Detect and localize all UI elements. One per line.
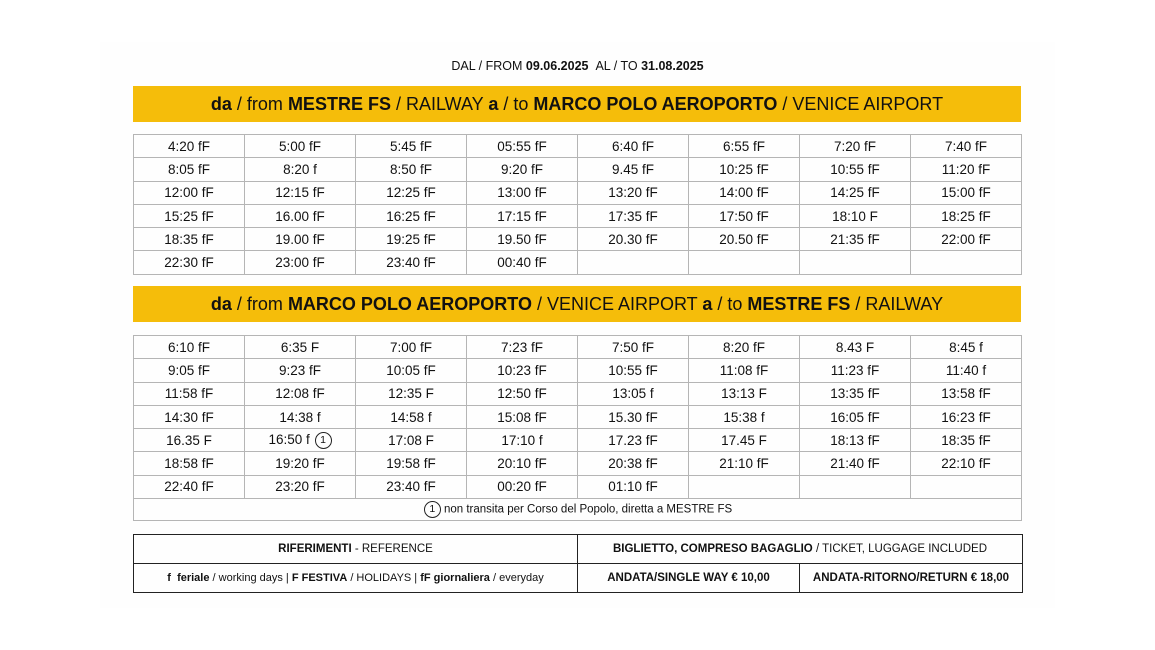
departure-time-cell <box>911 204 1022 227</box>
departure-time: 8:45 f <box>949 339 983 355</box>
legend-fF-en: / everyday <box>489 572 544 584</box>
departure-time-cell <box>800 405 911 428</box>
departure-time: 13:20 fF <box>608 185 658 201</box>
departure-time-cell <box>467 135 578 158</box>
departure-time-cell <box>689 405 800 428</box>
departure-time-cell <box>134 359 245 382</box>
departure-time: 19:20 fF <box>275 456 325 472</box>
departure-time-cell <box>800 382 911 405</box>
departure-time: 23:00 fF <box>275 255 325 271</box>
departure-time: 23:20 fF <box>275 479 325 495</box>
departure-time-cell <box>356 251 467 274</box>
departure-time: 12:50 fF <box>497 386 547 402</box>
departure-time: 15:00 fF <box>941 185 991 201</box>
reference-legend <box>134 564 578 593</box>
departure-time-cell <box>578 251 689 274</box>
route-banner-airport-to-mestre <box>133 286 1021 322</box>
departure-time: 7:40 fF <box>944 138 988 154</box>
departure-time-cell <box>134 429 245 452</box>
departure-time-cell <box>689 135 800 158</box>
departure-time-cell <box>134 475 245 498</box>
departure-time-cell <box>467 359 578 382</box>
departure-time: 23:40 fF <box>386 255 436 271</box>
legend-F-code: F <box>291 572 299 584</box>
departure-time-cell <box>689 359 800 382</box>
banner-to: / to <box>498 94 534 114</box>
return-fare: ANDATA-RITORNO/RETURN € 18,00 <box>800 564 1023 593</box>
departure-time: 10:05 fF <box>386 362 436 378</box>
departure-time-cell <box>467 204 578 227</box>
departure-time: 16.00 fF <box>275 208 325 224</box>
departure-time-cell <box>467 336 578 359</box>
departure-time-cell <box>689 429 800 452</box>
departure-time-cell <box>578 181 689 204</box>
departure-time: 11:58 fF <box>164 386 214 402</box>
departure-time: 7:00 fF <box>389 339 433 355</box>
banner-from: / from <box>231 294 288 314</box>
departure-time-cell <box>356 359 467 382</box>
legend-fF-code: fF <box>420 572 431 584</box>
departure-time: 17:10 f <box>501 432 543 448</box>
note-marker: 1 <box>315 432 332 449</box>
departure-time-cell <box>911 452 1022 475</box>
validity-from-label: DAL / FROM <box>451 59 523 73</box>
departure-time-cell <box>245 452 356 475</box>
banner-to: / to <box>712 294 748 314</box>
departure-time-cell <box>134 251 245 274</box>
ticket-title: BIGLIETTO, COMPRESO BAGAGLIO <box>612 543 813 555</box>
departure-time-cell <box>356 429 467 452</box>
departure-time-cell <box>578 135 689 158</box>
departure-time-cell <box>467 475 578 498</box>
departure-time: 01:10 fF <box>608 479 658 495</box>
table-row <box>134 228 1022 251</box>
table-row <box>134 251 1022 274</box>
departure-time-cell <box>689 228 800 251</box>
departure-time: 16.35 F <box>166 432 212 448</box>
departure-time: 00:40 fF <box>497 255 547 271</box>
departure-time: 20.30 fF <box>608 231 658 247</box>
departure-time: 21:10 fF <box>719 456 769 472</box>
legend-F-en: / HOLIDAYS | <box>347 572 421 584</box>
validity-to-label: AL / TO <box>595 59 638 73</box>
departure-time-cell <box>911 181 1022 204</box>
departure-time: 13:00 fF <box>497 185 547 201</box>
departure-time-cell <box>578 475 689 498</box>
departure-time-cell <box>134 405 245 428</box>
ticket-header <box>578 535 1023 564</box>
footnote <box>134 499 1022 521</box>
departure-time-cell <box>134 336 245 359</box>
reference-table <box>133 534 1023 593</box>
departure-time-cell <box>467 158 578 181</box>
departure-time-cell <box>578 405 689 428</box>
departure-time-cell <box>911 405 1022 428</box>
departure-time: 9:23 fF <box>278 362 322 378</box>
table-row <box>134 382 1022 405</box>
departure-time-cell <box>245 251 356 274</box>
timetable-sheet <box>100 42 1055 608</box>
banner-da: da <box>210 94 232 114</box>
banner-a: a <box>488 94 499 114</box>
departure-time: 13:13 F <box>721 386 767 402</box>
reference-title: RIFERIMENTI <box>278 543 352 555</box>
departure-time: 14:38 f <box>279 409 321 425</box>
departure-time: 5:45 fF <box>389 138 433 154</box>
departure-time-cell <box>356 228 467 251</box>
timetable-mestre-to-airport <box>133 134 1022 275</box>
departure-time: 17.45 F <box>721 432 767 448</box>
departure-time: 22:40 fF <box>164 479 214 495</box>
departure-time: 18:13 fF <box>830 432 880 448</box>
departure-time-cell <box>800 251 911 274</box>
departure-time-cell <box>911 382 1022 405</box>
banner-origin: MESTRE FS <box>287 94 391 114</box>
departure-time: 22:00 fF <box>941 231 991 247</box>
departure-time-cell <box>134 158 245 181</box>
departure-time: 16:25 fF <box>386 208 436 224</box>
banner-dest: MARCO POLO AEROPORTO <box>533 94 778 114</box>
departure-time: 10:25 fF <box>719 161 769 177</box>
departure-time: 00:20 fF <box>497 479 547 495</box>
departure-time: 17:08 F <box>388 432 434 448</box>
departure-time: 10:23 fF <box>497 362 547 378</box>
footnote-text: non transita per Corso del Popolo, diretta a MESTRE FS <box>440 503 733 516</box>
departure-time-cell <box>578 228 689 251</box>
departure-time: 12:15 fF <box>275 185 325 201</box>
departure-time-cell <box>245 181 356 204</box>
departure-time: 19:25 fF <box>386 231 436 247</box>
departure-time-cell <box>245 204 356 227</box>
departure-time: 18:25 fF <box>941 208 991 224</box>
departure-time-cell <box>689 251 800 274</box>
departure-time-cell <box>800 429 911 452</box>
validity-period <box>0 59 1155 73</box>
departure-time: 9:05 fF <box>167 362 211 378</box>
departure-time: 15:25 fF <box>164 208 214 224</box>
departure-time-cell <box>467 429 578 452</box>
banner-origin: MARCO POLO AEROPORTO <box>287 294 532 314</box>
departure-time: 9.45 fF <box>611 161 655 177</box>
departure-time: 10:55 fF <box>608 362 658 378</box>
banner-dest: MESTRE FS <box>747 294 851 314</box>
banner-dest-en: / RAILWAY <box>850 294 944 314</box>
departure-time-cell <box>245 359 356 382</box>
departure-time: 17:15 fF <box>497 208 547 224</box>
departure-time-cell <box>356 382 467 405</box>
banner-origin-en: / VENICE AIRPORT <box>531 294 703 314</box>
table-row <box>134 181 1022 204</box>
departure-time-cell <box>911 475 1022 498</box>
departure-time: 4:20 fF <box>167 138 211 154</box>
departure-time: 19.50 fF <box>497 231 547 247</box>
departure-time: 6:35 F <box>280 339 320 355</box>
departure-time-cell <box>134 181 245 204</box>
departure-time: 6:55 fF <box>722 138 766 154</box>
table-row <box>134 135 1022 158</box>
departure-time-cell <box>578 452 689 475</box>
departure-time-cell <box>134 204 245 227</box>
table-row <box>134 452 1022 475</box>
departure-time: 11:23 fF <box>830 362 880 378</box>
departure-time-cell <box>911 429 1022 452</box>
banner-origin-en: / RAILWAY <box>390 94 489 114</box>
legend-fF-it: giornaliera <box>433 572 490 584</box>
banner-a: a <box>702 294 713 314</box>
departure-time: 7:50 fF <box>611 339 655 355</box>
departure-time: 18:35 fF <box>941 432 991 448</box>
departure-time-cell <box>800 181 911 204</box>
departure-time-cell <box>245 135 356 158</box>
departure-time: 13:05 f <box>612 386 654 402</box>
departure-time: 6:40 fF <box>611 138 655 154</box>
departure-time: 16:05 fF <box>830 409 880 425</box>
banner-dest-en: / VENICE AIRPORT <box>777 94 944 114</box>
table-row <box>134 204 1022 227</box>
departure-time: 7:20 fF <box>833 138 877 154</box>
single-fare: ANDATA/SINGLE WAY € 10,00 <box>578 564 800 593</box>
departure-time: 16:23 fF <box>941 409 991 425</box>
departure-time-cell <box>689 181 800 204</box>
departure-time: 8:05 fF <box>167 161 211 177</box>
departure-time-cell <box>356 475 467 498</box>
departure-time: 17.23 fF <box>608 432 658 448</box>
departure-time-cell <box>356 135 467 158</box>
departure-time: 18:58 fF <box>164 456 214 472</box>
validity-to-date: 31.08.2025 <box>641 59 704 73</box>
departure-time-cell <box>911 251 1022 274</box>
departure-time: 14:25 fF <box>830 185 880 201</box>
departure-time: 21:35 fF <box>830 231 880 247</box>
table-row <box>134 429 1022 452</box>
departure-time: 20.50 fF <box>719 231 769 247</box>
departure-time: 05:55 fF <box>497 138 547 154</box>
departure-time-cell <box>245 475 356 498</box>
table-row <box>134 336 1022 359</box>
departure-time-cell <box>245 382 356 405</box>
departure-time: 5:00 fF <box>278 138 322 154</box>
departure-time-cell <box>356 336 467 359</box>
banner-da: da <box>210 294 232 314</box>
departure-time: 15.30 fF <box>608 409 658 425</box>
departure-time: 18:10 F <box>832 208 878 224</box>
departure-time: 20:38 fF <box>608 456 658 472</box>
departure-time-cell <box>578 204 689 227</box>
departure-time: 8:50 fF <box>389 161 433 177</box>
departure-time-cell <box>356 204 467 227</box>
departure-time-cell <box>689 382 800 405</box>
departure-time-cell <box>245 158 356 181</box>
departure-time: 11:40 f <box>945 362 987 378</box>
departure-time-cell <box>800 204 911 227</box>
departure-time: 21:40 fF <box>830 456 880 472</box>
departure-time-cell <box>578 359 689 382</box>
validity-from-date: 09.06.2025 <box>525 59 589 73</box>
departure-time-cell <box>800 359 911 382</box>
departure-time-cell <box>911 336 1022 359</box>
departure-time: 12:00 fF <box>164 185 214 201</box>
departure-time-cell <box>245 228 356 251</box>
departure-time: 6:10 fF <box>167 339 211 355</box>
departure-time: 16:50 f <box>268 431 310 447</box>
departure-time-cell <box>911 228 1022 251</box>
departure-time-cell <box>467 251 578 274</box>
departure-time-cell <box>800 158 911 181</box>
departure-time: 14:00 fF <box>719 185 769 201</box>
departure-time-cell <box>134 135 245 158</box>
table-row <box>134 359 1022 382</box>
ticket-title-en: / TICKET, LUGGAGE INCLUDED <box>812 543 988 555</box>
departure-time-cell <box>689 158 800 181</box>
legend-f-code: f <box>167 572 171 584</box>
departure-time: 23:40 fF <box>386 479 436 495</box>
departure-time: 10:55 fF <box>830 161 880 177</box>
departure-time-cell <box>689 336 800 359</box>
departure-time-cell <box>800 336 911 359</box>
departure-time: 14:30 fF <box>164 409 214 425</box>
departure-time-cell <box>800 135 911 158</box>
departure-time: 17:50 fF <box>719 208 769 224</box>
departure-time: 17:35 fF <box>608 208 658 224</box>
departure-time-cell <box>245 336 356 359</box>
legend-f-it: feriale <box>177 572 210 584</box>
banner-from: / from <box>231 94 288 114</box>
departure-time: 13:58 fF <box>941 386 991 402</box>
departure-time: 11:20 fF <box>941 161 991 177</box>
departure-time-cell <box>245 429 356 452</box>
timetable-airport-to-mestre <box>133 335 1022 521</box>
departure-time: 9:20 fF <box>500 161 544 177</box>
departure-time-cell <box>134 228 245 251</box>
table-row <box>134 158 1022 181</box>
departure-time-cell <box>911 158 1022 181</box>
departure-time-cell <box>356 452 467 475</box>
footnote-row <box>134 499 1022 521</box>
departure-time: 19.00 fF <box>275 231 325 247</box>
departure-time-cell <box>356 181 467 204</box>
route-banner-mestre-to-airport <box>133 86 1021 122</box>
departure-time: 22:10 fF <box>941 456 991 472</box>
reference-header <box>134 535 578 564</box>
departure-time: 13:35 fF <box>830 386 880 402</box>
departure-time-cell <box>689 204 800 227</box>
table-row <box>134 405 1022 428</box>
note-marker: 1 <box>424 501 441 518</box>
departure-time: 22:30 fF <box>164 255 214 271</box>
table-row <box>134 475 1022 498</box>
departure-time: 12:25 fF <box>386 185 436 201</box>
departure-time: 7:23 fF <box>500 339 544 355</box>
departure-time-cell <box>467 405 578 428</box>
departure-time-cell <box>467 181 578 204</box>
departure-time-cell <box>800 228 911 251</box>
departure-time: 8:20 fF <box>722 339 766 355</box>
departure-time-cell <box>467 228 578 251</box>
departure-time: 15:08 fF <box>497 409 547 425</box>
reference-title-en: - REFERENCE <box>351 543 433 555</box>
departure-time-cell <box>578 382 689 405</box>
departure-time-cell <box>134 382 245 405</box>
departure-time-cell <box>578 429 689 452</box>
departure-time-cell <box>578 336 689 359</box>
departure-time: 12:35 F <box>388 386 434 402</box>
departure-time-cell <box>911 135 1022 158</box>
departure-time: 19:58 fF <box>386 456 436 472</box>
departure-time: 20:10 fF <box>497 456 547 472</box>
departure-time: 12:08 fF <box>275 386 325 402</box>
departure-time-cell <box>689 452 800 475</box>
departure-time-cell <box>800 475 911 498</box>
departure-time-cell <box>356 405 467 428</box>
departure-time: 15:38 f <box>723 409 765 425</box>
departure-time-cell <box>689 475 800 498</box>
departure-time-cell <box>467 382 578 405</box>
departure-time-cell <box>134 452 245 475</box>
departure-time: 8:20 f <box>283 161 317 177</box>
departure-time-cell <box>245 405 356 428</box>
departure-time: 8.43 F <box>835 339 875 355</box>
legend-f-en: / working days | <box>209 572 292 584</box>
departure-time-cell <box>911 359 1022 382</box>
departure-time-cell <box>467 452 578 475</box>
departure-time: 14:58 f <box>390 409 432 425</box>
departure-time-cell <box>800 452 911 475</box>
departure-time: 11:08 fF <box>719 362 769 378</box>
departure-time-cell <box>578 158 689 181</box>
legend-F-it: FESTIVA <box>301 572 348 584</box>
departure-time: 18:35 fF <box>164 231 214 247</box>
departure-time-cell <box>356 158 467 181</box>
